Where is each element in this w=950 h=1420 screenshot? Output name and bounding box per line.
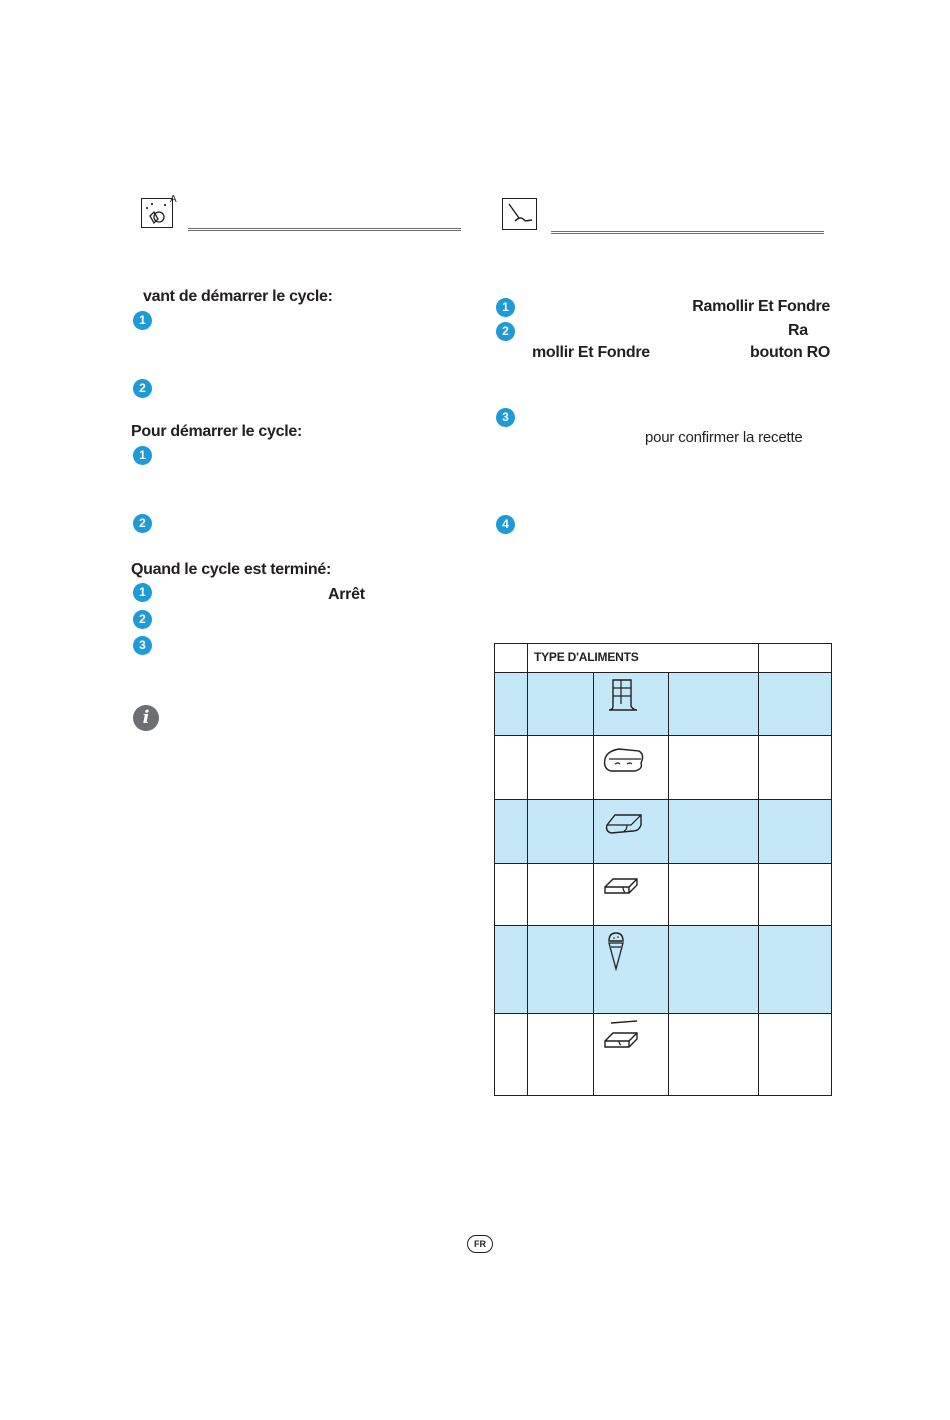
table-cell — [495, 673, 528, 736]
table-header-row — [495, 644, 832, 673]
table-cell — [669, 673, 759, 736]
table-cell — [759, 864, 832, 926]
table-cell — [528, 800, 594, 864]
table-cell — [528, 736, 594, 800]
butter-icon — [601, 803, 647, 843]
cheese-icon — [601, 739, 647, 779]
step-number-2: 2 — [133, 514, 152, 533]
table-cell — [759, 673, 832, 736]
soften-melt-label-part1: Ra — [788, 322, 808, 339]
cycle-finished-title: Quand le cycle est terminé: — [131, 561, 331, 578]
table-cell — [495, 736, 528, 800]
table-cell — [594, 1014, 669, 1096]
table-cell — [759, 644, 832, 673]
step-number-1: 1 — [133, 446, 152, 465]
food-type-header: TYPE D'ALIMENTS — [528, 644, 759, 673]
confirm-recipe-text: pour confirmer la recette — [645, 429, 803, 446]
table-row — [495, 800, 832, 864]
table-cell — [495, 800, 528, 864]
table-cell — [594, 864, 669, 926]
table-row — [495, 736, 832, 800]
table-cell — [759, 736, 832, 800]
table-cell — [669, 1014, 759, 1096]
step-number-3: 3 — [133, 636, 152, 655]
chocolate-icon — [601, 676, 641, 714]
table-cell — [528, 926, 594, 1014]
soften-melt-label-part2: mollir Et Fondre — [532, 344, 650, 361]
right-header-rule — [551, 231, 824, 234]
table-cell — [528, 1014, 594, 1096]
cleaning-icon — [141, 198, 173, 228]
step-number-1: 1 — [133, 311, 152, 330]
step-number-2: 2 — [133, 379, 152, 398]
table-row — [495, 926, 832, 1014]
step-number-2: 2 — [496, 322, 515, 341]
soften-melt-icon — [502, 198, 537, 230]
soften-melt-label: Ramollir Et Fondre — [692, 298, 830, 315]
table-cell — [495, 864, 528, 926]
table-cell — [759, 1014, 832, 1096]
table-cell — [594, 673, 669, 736]
step-number-4: 4 — [496, 515, 515, 534]
language-badge: FR — [467, 1235, 493, 1253]
table-cell — [528, 673, 594, 736]
table-cell — [669, 864, 759, 926]
table-cell — [759, 926, 832, 1014]
table-cell — [669, 736, 759, 800]
table-cell — [669, 800, 759, 864]
table-cell — [594, 800, 669, 864]
table-cell — [594, 926, 669, 1014]
ice-cream-icon — [601, 929, 631, 973]
step-number-1: 1 — [496, 298, 515, 317]
table-cell — [495, 1014, 528, 1096]
header-superscript: A — [170, 194, 177, 205]
table-cell — [669, 926, 759, 1014]
start-cycle-title: Pour démarrer le cycle: — [131, 423, 302, 440]
before-cycle-title: vant de démarrer le cycle: — [143, 288, 333, 305]
step-number-2: 2 — [133, 610, 152, 629]
step-number-1: 1 — [133, 583, 152, 602]
table-cell — [495, 926, 528, 1014]
table-cell — [495, 644, 528, 673]
table-cell — [594, 736, 669, 800]
stop-label: Arrêt — [328, 586, 365, 603]
info-icon: i — [133, 705, 159, 731]
table-cell — [759, 800, 832, 864]
step-number-3: 3 — [496, 408, 515, 427]
left-header-rule — [188, 228, 461, 231]
cream-cheese-icon — [601, 1017, 643, 1053]
butter-stick-icon — [601, 867, 643, 903]
table-row — [495, 673, 832, 736]
table-row — [495, 864, 832, 926]
food-type-table — [494, 643, 832, 1096]
table-cell — [528, 864, 594, 926]
button-label: bouton RO — [750, 344, 830, 361]
table-row — [495, 1014, 832, 1096]
